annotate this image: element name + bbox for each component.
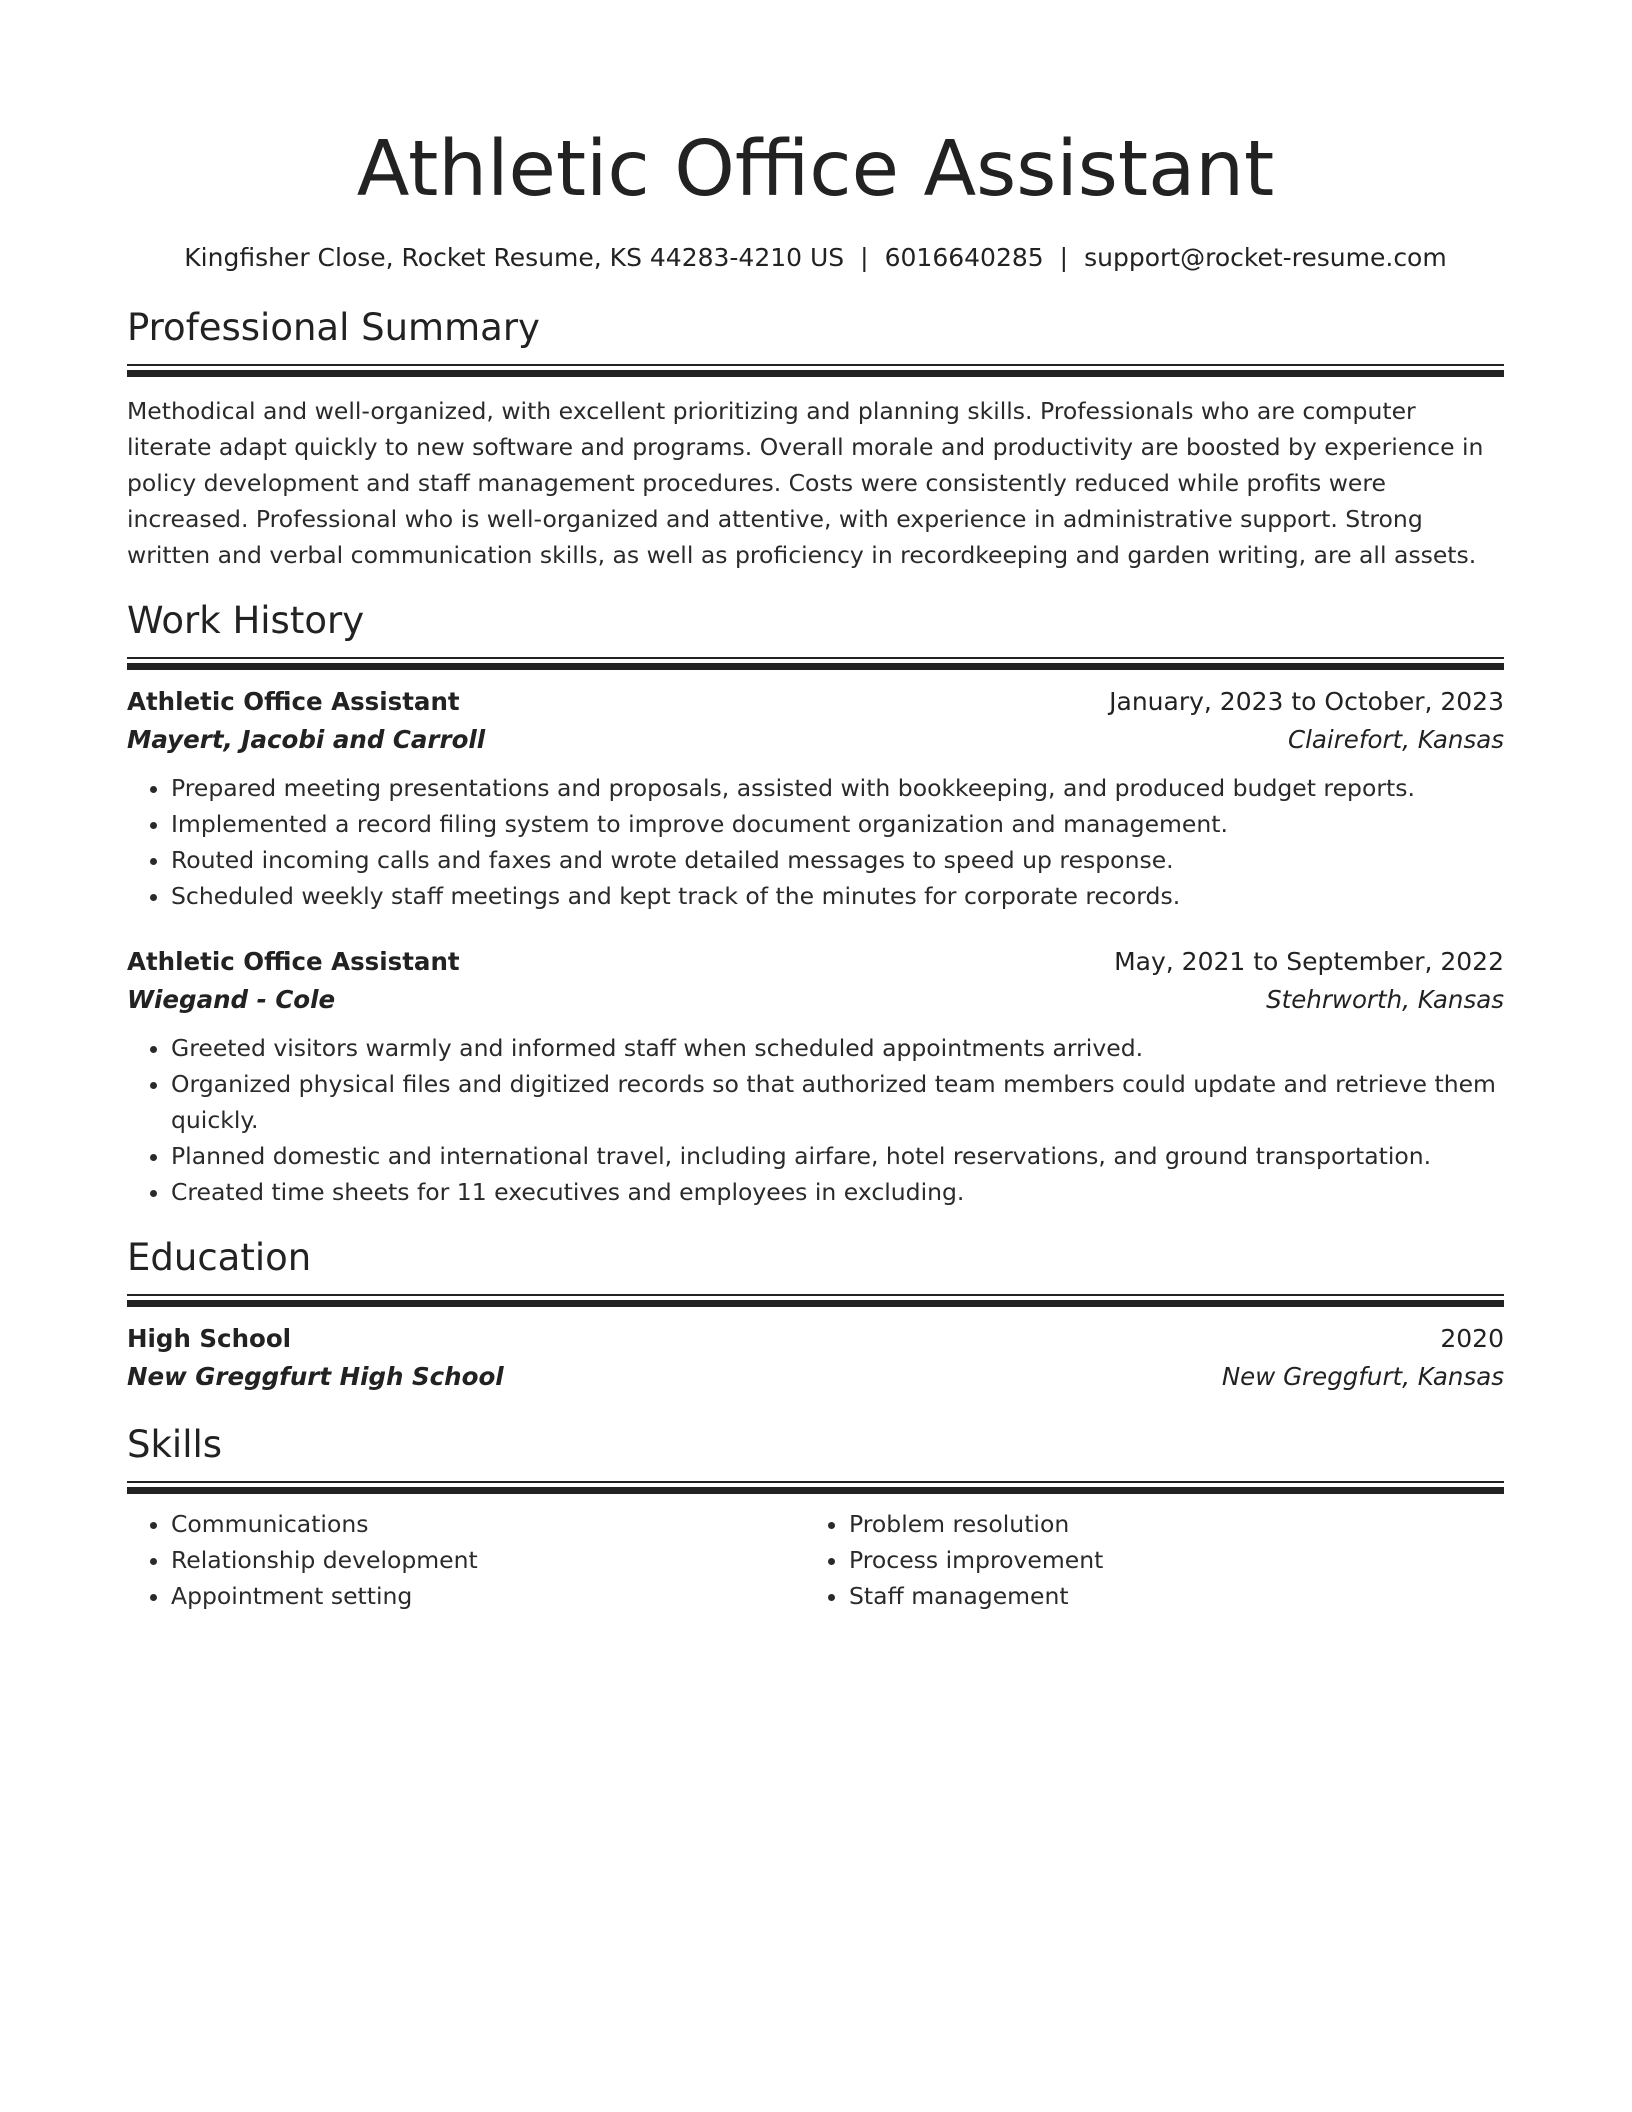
contact-line bbox=[127, 242, 1504, 274]
education-school: New Greggfurt High School bbox=[127, 1362, 504, 1391]
education-header-row bbox=[127, 1321, 1504, 1357]
job-location: Clairefort, Kansas bbox=[1287, 725, 1504, 754]
skill-item: • Relationship development bbox=[171, 1542, 805, 1578]
contact-email[interactable]: support@rocket-resume.com bbox=[1084, 243, 1447, 272]
job-bullets bbox=[127, 770, 1504, 914]
section-divider bbox=[127, 1294, 1504, 1307]
skill-item: • Process improvement bbox=[849, 1542, 1483, 1578]
list-item: • Scheduled weekly staff meetings and kept track of the minutes for corporate records. bbox=[171, 878, 1504, 914]
contact-separator: | bbox=[1059, 243, 1069, 272]
resume-name: Athletic Office Assistant bbox=[356, 125, 1275, 214]
list-item: • Implemented a record filing system to improve document organization and management. bbox=[171, 806, 1504, 842]
job-company: Wiegand - Cole bbox=[127, 985, 336, 1014]
section-divider bbox=[127, 364, 1504, 377]
education-location: New Greggfurt, Kansas bbox=[1221, 1362, 1504, 1391]
job-subheader-row bbox=[127, 980, 1504, 1020]
list-item: • Prepared meeting presentations and proposals, assisted with bookkeeping, and produced budget reports. bbox=[171, 770, 1504, 806]
list-item: • Created time sheets for 11 executives and employees in excluding. bbox=[171, 1174, 1504, 1210]
job-company: Mayert, Jacobi and Carroll bbox=[127, 725, 486, 754]
contact-address: Kingfisher Close, Rocket Resume, KS 44283-4210 US bbox=[184, 243, 845, 272]
job-entry bbox=[127, 684, 1504, 914]
job-subheader-row bbox=[127, 720, 1504, 760]
skill-item: • Communications bbox=[171, 1506, 805, 1542]
job-header-row bbox=[127, 684, 1504, 720]
skills-column-left bbox=[127, 1506, 805, 1614]
skill-item: • Staff management bbox=[849, 1578, 1483, 1614]
skill-item: • Appointment setting bbox=[171, 1578, 805, 1614]
job-bullets bbox=[127, 1030, 1504, 1210]
job-header-row bbox=[127, 944, 1504, 980]
job-entry bbox=[127, 944, 1504, 1210]
education-subheader-row bbox=[127, 1357, 1504, 1397]
skill-item: • Problem resolution bbox=[849, 1506, 1483, 1542]
section-title-summary: Professional Summary bbox=[127, 306, 540, 349]
contact-phone: 6016640285 bbox=[884, 243, 1044, 272]
summary-text: Methodical and well-organized, with excellent prioritizing and planning skills. Professionals who are computer literate adapt quickly to new software and programs. Overall morale and productivity are boosted by experience in policy development and staff management procedures. Costs were consistently reduced while profits were increased. Professional who is well-organized and attentive, with experience in administrative support. Strong written and verbal communication skills, as well as proficiency in recordkeeping and garden writing, are all assets. bbox=[127, 397, 1484, 569]
skills-section bbox=[127, 1421, 1504, 1614]
summary-section bbox=[127, 304, 1504, 573]
list-item: • Organized physical files and digitized records so that authorized team members could update and retrieve them quickly. bbox=[171, 1066, 1504, 1138]
job-dates: May, 2021 to September, 2022 bbox=[1114, 947, 1504, 976]
section-title-education: Education bbox=[127, 1236, 312, 1279]
section-divider bbox=[127, 1481, 1504, 1494]
education-section bbox=[127, 1234, 1504, 1397]
section-divider bbox=[127, 657, 1504, 670]
skills-grid bbox=[127, 1506, 1504, 1614]
education-year: 2020 bbox=[1440, 1324, 1504, 1353]
job-title: Athletic Office Assistant bbox=[127, 947, 460, 976]
job-title: Athletic Office Assistant bbox=[127, 687, 460, 716]
job-dates: January, 2023 to October, 2023 bbox=[1109, 687, 1504, 716]
list-item: • Greeted visitors warmly and informed staff when scheduled appointments arrived. bbox=[171, 1030, 1504, 1066]
skills-column-right bbox=[805, 1506, 1483, 1614]
work-section bbox=[127, 597, 1504, 1210]
job-location: Stehrworth, Kansas bbox=[1266, 985, 1504, 1014]
contact-separator: | bbox=[860, 243, 869, 272]
education-degree: High School bbox=[127, 1324, 292, 1353]
education-entry bbox=[127, 1321, 1504, 1397]
section-title-skills: Skills bbox=[127, 1423, 223, 1466]
section-title-work: Work History bbox=[127, 599, 365, 642]
list-item: • Routed incoming calls and faxes and wrote detailed messages to speed up response. bbox=[171, 842, 1504, 878]
list-item: • Planned domestic and international travel, including airfare, hotel reservations, and ground transportation. bbox=[171, 1138, 1504, 1174]
resume-page bbox=[127, 0, 1504, 1614]
